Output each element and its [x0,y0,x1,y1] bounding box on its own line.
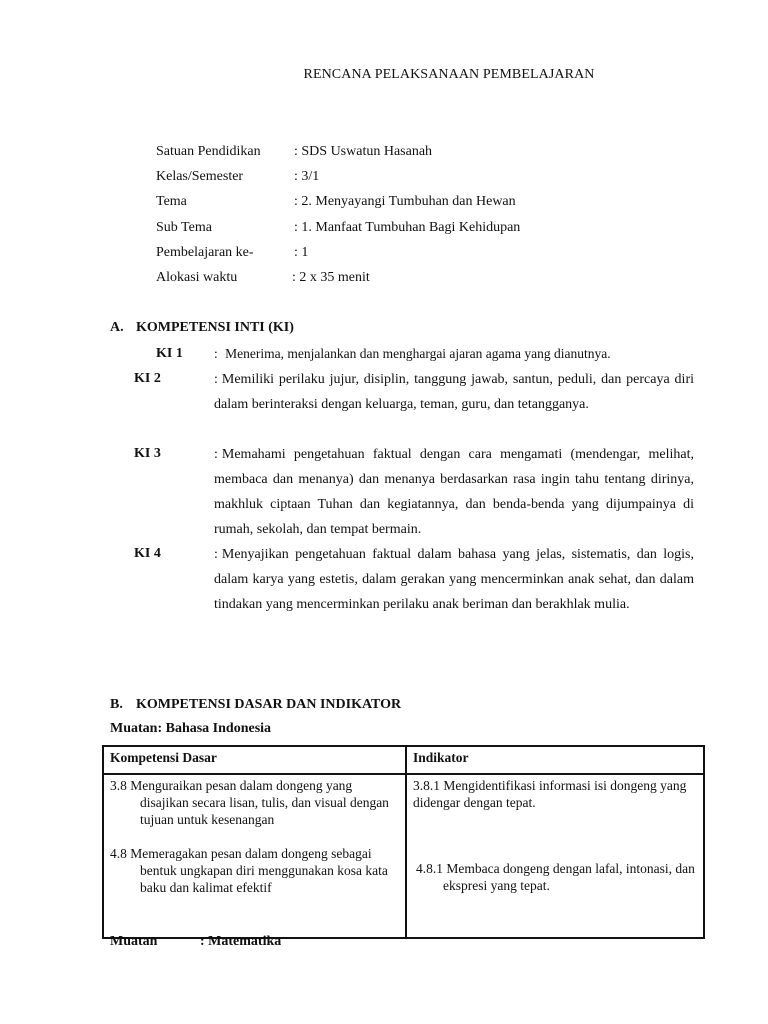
section-a-heading [110,320,294,336]
identity-value: : 2 x 35 menit [292,270,370,285]
ki-description [214,367,694,417]
kd-item: 4.8 Memeragakan pesan dalam dongeng sebagai bentuk ungkapan diri menggunakan kosa kata baku dan kalimat efektif [110,846,388,895]
table-header-row [103,746,704,774]
muatan-math-heading [110,934,281,950]
ki-description [214,542,694,617]
table-header-cell: Kompetensi Dasar [103,746,406,774]
muatan-value: : Matematika [200,934,282,949]
ki-colon: : [214,346,218,361]
document-title: RENCANA PELAKSANAAN PEMBELAJARAN [303,67,595,82]
identity-value: : 1 [294,245,309,260]
identity-value: : SDS Uswatun Hasanah [294,144,433,159]
indicator-item: 3.8.1 Mengidentifikasi informasi isi dongeng yang didengar dengan tepat. [413,778,687,810]
table-cell-kd [103,774,406,938]
ki-colon: : [214,372,218,387]
section-letter: A. [110,320,124,335]
identity-value: : 3/1 [294,169,320,184]
ki-description [214,442,694,542]
ki-label: KI 3 [134,446,161,461]
indicator-item: 4.8.1 Membaca dongeng dengan lafal, intonasi, dan ekspresi yang tepat. [416,861,695,893]
ki-text: Menyajikan pengetahuan faktual dalam bahasa yang jelas, sistematis, dan logis, dalam karya yang estetis, dalam gerakan yang mencerminkan anak sehat, dan dalam tindakan yang mencerminkan perilaku anak beriman dan berakhlak mulia. [214,547,694,612]
section-title: KOMPETENSI INTI (KI) [136,320,294,335]
identity-value: : 1. Manfaat Tumbuhan Bagi Kehidupan [294,220,521,235]
identity-label: Tema [156,194,187,209]
table-row [103,774,704,938]
kd-item: 3.8 Menguraikan pesan dalam dongeng yang disajikan secara lisan, tulis, dan visual dengan tujuan untuk kesenangan [110,778,389,827]
ki-description [214,341,694,366]
ki-colon: : [214,447,218,462]
identity-label: Kelas/Semester [156,169,244,184]
identity-label: Satuan Pendidikan [156,144,261,159]
ki-label: KI 1 [156,346,183,361]
muatan-heading: Muatan: Bahasa Indonesia [110,721,272,736]
section-title: KOMPETENSI DASAR DAN INDIKATOR [136,697,402,712]
kd-indicator-table [102,745,705,939]
ki-text: Menerima, menjalankan dan menghargai ajaran agama yang dianutnya. [225,346,611,361]
section-b-heading [110,697,401,713]
table-cell-indicator [406,774,704,938]
identity-label: Alokasi waktu [156,270,238,285]
ki-label: KI 4 [134,546,161,561]
table-header-cell: Indikator [406,746,704,774]
identity-label: Sub Tema [156,220,212,235]
ki-label: KI 2 [134,371,161,386]
muatan-label: Muatan [110,934,158,949]
identity-label: Pembelajaran ke- [156,245,254,260]
section-letter: B. [110,697,123,712]
ki-colon: : [214,547,218,562]
identity-value: : 2. Menyayangi Tumbuhan dan Hewan [294,194,516,209]
ki-text: Memiliki perilaku jujur, disiplin, tanggung jawab, santun, peduli, dan percaya diri dalam berinteraksi dengan keluarga, teman, guru, dan tetangganya. [214,372,694,412]
ki-text: Memahami pengetahuan faktual dengan cara mengamati (mendengar, melihat, membaca dan menanya) dan menanya berdasarkan rasa ingin tahu tentang dirinya, makhluk ciptaan Tuhan dan kegiatannya, dan benda-benda yang dijumpainya di rumah, sekolah, dan tempat bermain. [214,447,694,537]
